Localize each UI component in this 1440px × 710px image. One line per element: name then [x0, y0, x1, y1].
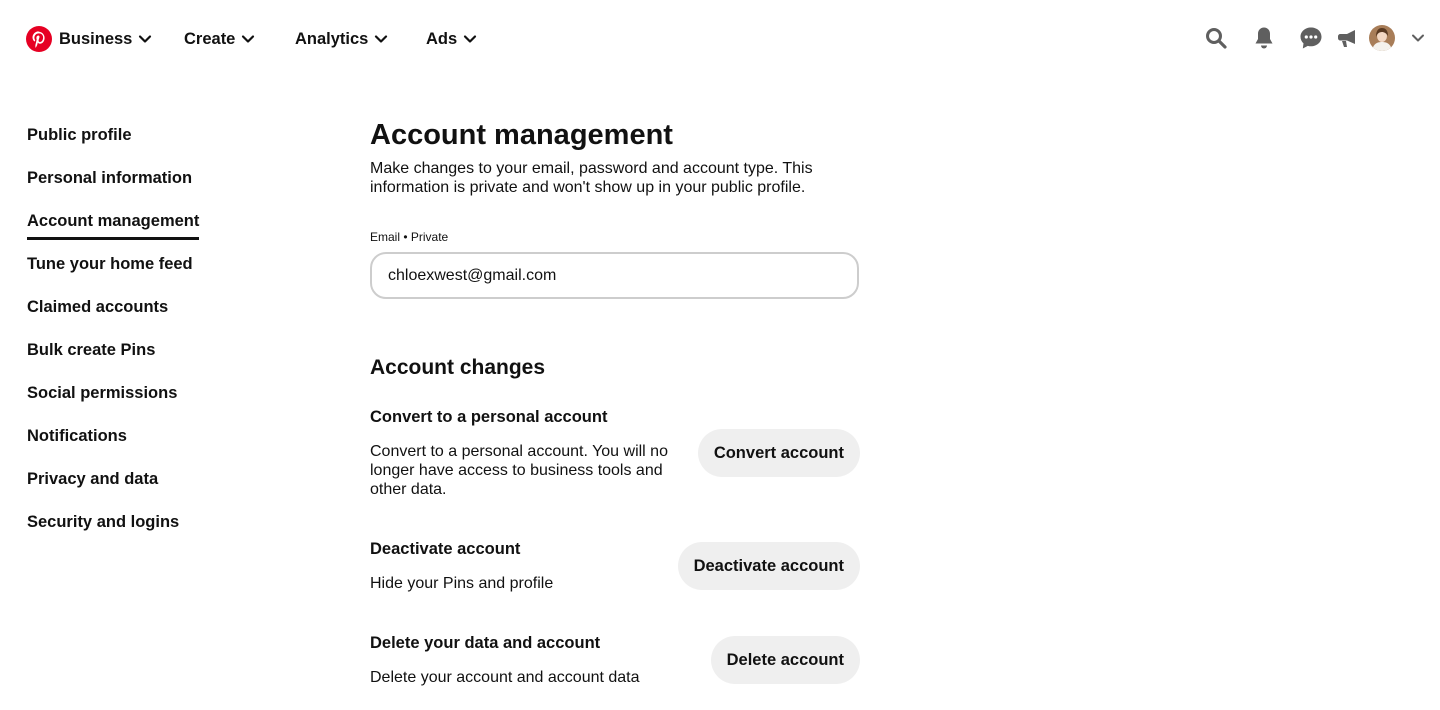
sidebar-item-public-profile[interactable]: Public profile: [27, 126, 132, 144]
sidebar-item-security-and-logins[interactable]: Security and logins: [27, 513, 180, 531]
announcements-megaphone-icon[interactable]: [1335, 26, 1359, 50]
chevron-down-icon: [374, 32, 388, 46]
sidebar-item-account-management[interactable]: Account management: [27, 210, 199, 240]
ads-menu-label: Ads: [426, 29, 458, 48]
create-menu-label: Create: [184, 29, 236, 48]
deactivate-account-description: Hide your Pins and profile: [370, 575, 554, 592]
deactivate-account-button[interactable]: Deactivate account: [678, 542, 860, 590]
messages-icon[interactable]: [1299, 26, 1323, 50]
analytics-menu[interactable]: [295, 27, 388, 51]
sidebar-item-personal-information[interactable]: Personal information: [27, 169, 193, 187]
chevron-down-icon: [241, 32, 255, 46]
analytics-menu-label: Analytics: [295, 29, 369, 48]
page-description: Make changes to your email, password and account type. This information is private and won't show up in your public profile.: [370, 160, 813, 196]
chevron-down-icon: [138, 32, 152, 46]
page-title: Account management: [370, 119, 673, 151]
delete-account-title: Delete your data and account: [370, 634, 601, 652]
business-menu-label: Business: [59, 29, 133, 48]
sidebar-item-social-permissions[interactable]: Social permissions: [27, 384, 178, 402]
sidebar-item-tune-home-feed[interactable]: Tune your home feed: [27, 255, 193, 273]
deactivate-account-title: Deactivate account: [370, 540, 521, 558]
ads-menu[interactable]: [426, 27, 477, 51]
sidebar-item-claimed-accounts[interactable]: Claimed accounts: [27, 298, 169, 316]
chevron-down-icon: [463, 32, 477, 46]
email-field-label: Email • Private: [370, 230, 449, 244]
convert-account-title: Convert to a personal account: [370, 408, 608, 426]
create-menu[interactable]: [184, 27, 255, 51]
email-field[interactable]: [370, 252, 859, 299]
delete-account-description: Delete your account and account data: [370, 669, 640, 686]
delete-account-button[interactable]: Delete account: [711, 636, 860, 684]
convert-account-button[interactable]: Convert account: [698, 429, 860, 477]
account-menu-chevron-down-icon[interactable]: [1406, 26, 1430, 50]
search-icon[interactable]: [1204, 26, 1228, 50]
avatar[interactable]: [1369, 25, 1395, 51]
convert-account-description: Convert to a personal account. You will no longer have access to business tools and other data.: [370, 443, 668, 498]
sidebar-item-privacy-and-data[interactable]: Privacy and data: [27, 470, 159, 488]
top-navigation: [0, 0, 1440, 76]
pinterest-logo-icon[interactable]: [26, 26, 52, 52]
sidebar-item-notifications[interactable]: Notifications: [27, 427, 127, 445]
business-menu[interactable]: [59, 27, 152, 51]
notifications-bell-icon[interactable]: [1252, 26, 1276, 50]
account-changes-heading: Account changes: [370, 356, 546, 379]
sidebar-item-bulk-create-pins[interactable]: Bulk create Pins: [27, 341, 156, 359]
